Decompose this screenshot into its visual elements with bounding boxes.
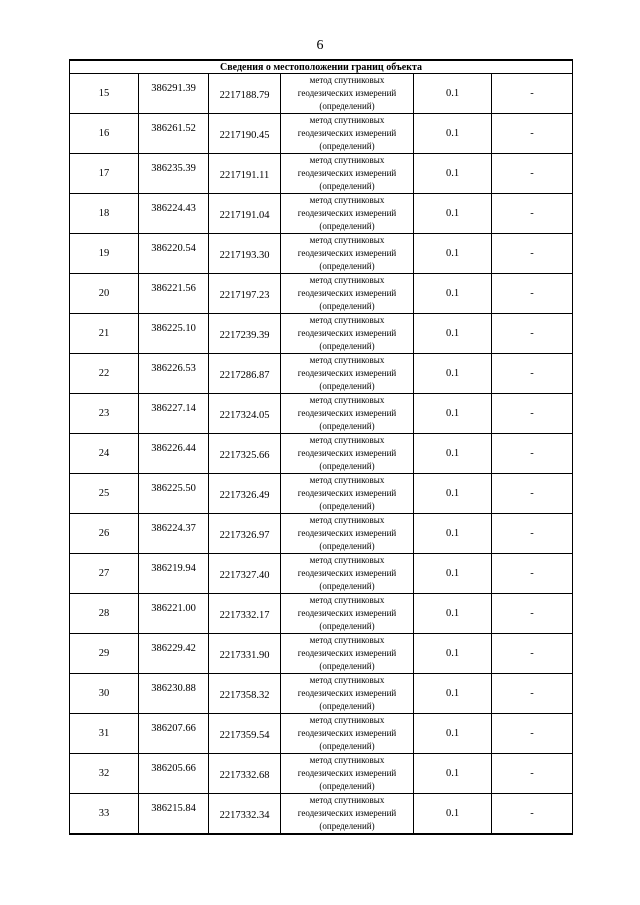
method-line: (определений)	[319, 341, 375, 351]
note-cell	[492, 434, 573, 474]
note-cell-value: -	[530, 768, 534, 779]
method-line: (определений)	[319, 821, 375, 831]
accuracy-cell	[414, 434, 492, 474]
y-coordinate-cell	[209, 514, 281, 554]
accuracy-cell	[414, 714, 492, 754]
note-cell-value: -	[530, 608, 534, 619]
x-coordinate-cell-value: 386226.44	[151, 443, 196, 454]
x-coordinate-cell-value: 386225.10	[151, 323, 196, 334]
x-coordinate-cell	[139, 514, 209, 554]
accuracy-cell-value: 0.1	[445, 408, 460, 419]
point-number-cell	[70, 74, 139, 114]
x-coordinate-cell	[139, 714, 209, 754]
method-line: геодезических измерений	[297, 648, 397, 658]
y-coordinate-cell	[209, 394, 281, 434]
y-coordinate-cell-value: 2217332.68	[219, 770, 270, 781]
table-row	[70, 794, 573, 835]
method-line: метод спутниковых	[309, 755, 385, 765]
point-number-cell-value: 29	[98, 648, 110, 659]
accuracy-cell-value: 0.1	[445, 808, 460, 819]
accuracy-cell	[414, 474, 492, 514]
method-line: метод спутниковых	[309, 75, 385, 85]
table-title-row	[70, 60, 573, 74]
accuracy-cell	[414, 794, 492, 835]
y-coordinate-cell	[209, 554, 281, 594]
table-row	[70, 314, 573, 354]
method-line: метод спутниковых	[309, 395, 385, 405]
method-line: геодезических измерений	[297, 88, 397, 98]
method-cell	[281, 314, 414, 354]
point-number-cell-value: 30	[98, 688, 110, 699]
point-number-cell-value: 20	[98, 288, 110, 299]
method-line: геодезических измерений	[297, 488, 397, 498]
method-cell	[281, 674, 414, 714]
point-number-cell	[70, 154, 139, 194]
method-line: (определений)	[319, 101, 375, 111]
x-coordinate-cell-value: 386225.50	[151, 483, 196, 494]
x-coordinate-cell-value: 386221.00	[151, 603, 196, 614]
accuracy-cell	[414, 594, 492, 634]
y-coordinate-cell-value: 2217332.17	[219, 610, 270, 621]
method-cell	[281, 554, 414, 594]
method-line: (определений)	[319, 621, 375, 631]
note-cell-value: -	[530, 168, 534, 179]
point-number-cell	[70, 114, 139, 154]
note-cell-value: -	[530, 288, 534, 299]
y-coordinate-cell-value: 2217326.97	[219, 530, 270, 541]
method-line: геодезических измерений	[297, 288, 397, 298]
x-coordinate-cell	[139, 354, 209, 394]
accuracy-cell-value: 0.1	[445, 728, 460, 739]
method-line: геодезических измерений	[297, 728, 397, 738]
note-cell-value: -	[530, 208, 534, 219]
point-number-cell	[70, 474, 139, 514]
point-number-cell	[70, 274, 139, 314]
note-cell	[492, 194, 573, 234]
note-cell	[492, 794, 573, 835]
note-cell	[492, 114, 573, 154]
note-cell-value: -	[530, 488, 534, 499]
note-cell-value: -	[530, 728, 534, 739]
y-coordinate-cell-value: 2217358.32	[219, 690, 270, 701]
y-coordinate-cell-value: 2217188.79	[219, 90, 270, 101]
table-row	[70, 474, 573, 514]
method-cell	[281, 234, 414, 274]
method-line: (определений)	[319, 701, 375, 711]
note-cell	[492, 554, 573, 594]
accuracy-cell-value: 0.1	[445, 368, 460, 379]
accuracy-cell-value: 0.1	[445, 768, 460, 779]
x-coordinate-cell-value: 386220.54	[151, 243, 196, 254]
y-coordinate-cell-value: 2217359.54	[219, 730, 270, 741]
note-cell-value: -	[530, 368, 534, 379]
point-number-cell-value: 32	[98, 768, 110, 779]
y-coordinate-cell	[209, 74, 281, 114]
point-number-cell-value: 31	[98, 728, 110, 739]
note-cell-value: -	[530, 808, 534, 819]
x-coordinate-cell-value: 386226.53	[151, 363, 196, 374]
method-line: метод спутниковых	[309, 115, 385, 125]
table-row	[70, 274, 573, 314]
x-coordinate-cell	[139, 794, 209, 835]
method-line: (определений)	[319, 421, 375, 431]
method-line: метод спутниковых	[309, 235, 385, 245]
y-coordinate-cell	[209, 594, 281, 634]
method-line: метод спутниковых	[309, 355, 385, 365]
table-row	[70, 554, 573, 594]
x-coordinate-cell	[139, 434, 209, 474]
point-number-cell-value: 18	[98, 208, 110, 219]
point-number-cell-value: 19	[98, 248, 110, 259]
method-line: метод спутниковых	[309, 795, 385, 805]
note-cell	[492, 474, 573, 514]
accuracy-cell	[414, 74, 492, 114]
point-number-cell	[70, 194, 139, 234]
method-line: (определений)	[319, 181, 375, 191]
accuracy-cell	[414, 194, 492, 234]
x-coordinate-cell	[139, 74, 209, 114]
accuracy-cell-value: 0.1	[445, 488, 460, 499]
table-row	[70, 434, 573, 474]
point-number-cell	[70, 434, 139, 474]
table-row	[70, 114, 573, 154]
method-cell	[281, 434, 414, 474]
method-line: (определений)	[319, 461, 375, 471]
method-line: (определений)	[319, 261, 375, 271]
y-coordinate-cell-value: 2217286.87	[219, 370, 270, 381]
y-coordinate-cell-value: 2217197.23	[219, 290, 270, 301]
method-line: (определений)	[319, 581, 375, 591]
method-line: геодезических измерений	[297, 568, 397, 578]
method-line: метод спутниковых	[309, 675, 385, 685]
accuracy-cell	[414, 674, 492, 714]
method-line: (определений)	[319, 741, 375, 751]
x-coordinate-cell-value: 386207.66	[151, 723, 196, 734]
method-line: геодезических измерений	[297, 408, 397, 418]
y-coordinate-cell-value: 2217324.05	[219, 410, 270, 421]
y-coordinate-cell-value: 2217239.39	[219, 330, 270, 341]
table-row	[70, 634, 573, 674]
accuracy-cell	[414, 394, 492, 434]
note-cell-value: -	[530, 88, 534, 99]
method-line: метод спутниковых	[309, 515, 385, 525]
x-coordinate-cell	[139, 554, 209, 594]
method-line: (определений)	[319, 301, 375, 311]
method-cell	[281, 194, 414, 234]
point-number-cell-value: 26	[98, 528, 110, 539]
method-line: метод спутниковых	[309, 195, 385, 205]
y-coordinate-cell-value: 2217327.40	[219, 570, 270, 581]
x-coordinate-cell	[139, 674, 209, 714]
accuracy-cell	[414, 314, 492, 354]
y-coordinate-cell	[209, 714, 281, 754]
y-coordinate-cell-value: 2217332.34	[219, 810, 270, 821]
y-coordinate-cell	[209, 474, 281, 514]
method-cell	[281, 74, 414, 114]
table-row	[70, 514, 573, 554]
y-coordinate-cell	[209, 674, 281, 714]
accuracy-cell	[414, 354, 492, 394]
x-coordinate-cell-value: 386230.88	[151, 683, 196, 694]
method-cell	[281, 594, 414, 634]
table-title: Сведения о местоположении границ объекта	[70, 60, 573, 74]
method-cell	[281, 354, 414, 394]
accuracy-cell	[414, 274, 492, 314]
note-cell-value: -	[530, 448, 534, 459]
note-cell	[492, 754, 573, 794]
x-coordinate-cell-value: 386221.56	[151, 283, 196, 294]
point-number-cell-value: 28	[98, 608, 110, 619]
method-line: метод спутниковых	[309, 715, 385, 725]
x-coordinate-cell-value: 386205.66	[151, 763, 196, 774]
x-coordinate-cell	[139, 114, 209, 154]
method-line: геодезических измерений	[297, 248, 397, 258]
y-coordinate-cell	[209, 434, 281, 474]
note-cell-value: -	[530, 248, 534, 259]
note-cell-value: -	[530, 528, 534, 539]
y-coordinate-cell	[209, 274, 281, 314]
y-coordinate-cell-value: 2217191.11	[219, 170, 270, 181]
method-line: геодезических измерений	[297, 328, 397, 338]
accuracy-cell-value: 0.1	[445, 648, 460, 659]
point-number-cell	[70, 234, 139, 274]
accuracy-cell	[414, 114, 492, 154]
method-line: метод спутниковых	[309, 595, 385, 605]
point-number-cell-value: 27	[98, 568, 110, 579]
method-line: геодезических измерений	[297, 768, 397, 778]
method-line: (определений)	[319, 141, 375, 151]
method-line: геодезических измерений	[297, 808, 397, 818]
accuracy-cell-value: 0.1	[445, 608, 460, 619]
note-cell-value: -	[530, 648, 534, 659]
method-line: метод спутниковых	[309, 435, 385, 445]
y-coordinate-cell-value: 2217331.90	[219, 650, 270, 661]
note-cell-value: -	[530, 568, 534, 579]
table-row	[70, 394, 573, 434]
point-number-cell	[70, 554, 139, 594]
accuracy-cell	[414, 234, 492, 274]
y-coordinate-cell	[209, 634, 281, 674]
point-number-cell	[70, 314, 139, 354]
point-number-cell	[70, 354, 139, 394]
method-line: метод спутниковых	[309, 315, 385, 325]
accuracy-cell	[414, 754, 492, 794]
method-cell	[281, 514, 414, 554]
accuracy-cell	[414, 514, 492, 554]
y-coordinate-cell	[209, 314, 281, 354]
accuracy-cell	[414, 154, 492, 194]
method-line: (определений)	[319, 781, 375, 791]
accuracy-cell-value: 0.1	[445, 328, 460, 339]
table-row	[70, 594, 573, 634]
table-row	[70, 234, 573, 274]
x-coordinate-cell	[139, 194, 209, 234]
method-line: метод спутниковых	[309, 635, 385, 645]
point-number-cell-value: 33	[98, 808, 110, 819]
point-number-cell-value: 15	[98, 88, 110, 99]
y-coordinate-cell	[209, 794, 281, 835]
x-coordinate-cell	[139, 394, 209, 434]
method-line: геодезических измерений	[297, 368, 397, 378]
x-coordinate-cell	[139, 594, 209, 634]
y-coordinate-cell-value: 2217190.45	[219, 130, 270, 141]
accuracy-cell-value: 0.1	[445, 568, 460, 579]
method-cell	[281, 714, 414, 754]
y-coordinate-cell	[209, 754, 281, 794]
y-coordinate-cell-value: 2217326.49	[219, 490, 270, 501]
note-cell	[492, 234, 573, 274]
method-line: метод спутниковых	[309, 475, 385, 485]
accuracy-cell-value: 0.1	[445, 448, 460, 459]
x-coordinate-cell	[139, 234, 209, 274]
x-coordinate-cell-value: 386224.43	[151, 203, 196, 214]
point-number-cell	[70, 754, 139, 794]
note-cell	[492, 74, 573, 114]
point-number-cell-value: 17	[98, 168, 110, 179]
y-coordinate-cell	[209, 354, 281, 394]
table-row	[70, 674, 573, 714]
note-cell-value: -	[530, 688, 534, 699]
point-number-cell	[70, 714, 139, 754]
method-line: (определений)	[319, 541, 375, 551]
x-coordinate-cell-value: 386215.84	[151, 803, 196, 814]
point-number-cell	[70, 794, 139, 835]
method-cell	[281, 154, 414, 194]
method-line: метод спутниковых	[309, 555, 385, 565]
method-line: (определений)	[319, 501, 375, 511]
note-cell	[492, 314, 573, 354]
note-cell-value: -	[530, 328, 534, 339]
method-cell	[281, 754, 414, 794]
point-number-cell	[70, 394, 139, 434]
x-coordinate-cell-value: 386261.52	[151, 123, 196, 134]
note-cell	[492, 634, 573, 674]
note-cell	[492, 714, 573, 754]
y-coordinate-cell-value: 2217193.30	[219, 250, 270, 261]
accuracy-cell-value: 0.1	[445, 248, 460, 259]
note-cell	[492, 394, 573, 434]
x-coordinate-cell-value: 386219.94	[151, 563, 196, 574]
y-coordinate-cell	[209, 194, 281, 234]
table-row	[70, 74, 573, 114]
method-line: геодезических измерений	[297, 128, 397, 138]
method-cell	[281, 474, 414, 514]
accuracy-cell	[414, 634, 492, 674]
note-cell	[492, 594, 573, 634]
table-row	[70, 754, 573, 794]
y-coordinate-cell-value: 2217325.66	[219, 450, 270, 461]
boundary-coordinates-table	[69, 59, 573, 835]
x-coordinate-cell	[139, 154, 209, 194]
note-cell	[492, 274, 573, 314]
accuracy-cell-value: 0.1	[445, 208, 460, 219]
accuracy-cell-value: 0.1	[445, 168, 460, 179]
note-cell	[492, 514, 573, 554]
x-coordinate-cell-value: 386291.39	[151, 83, 196, 94]
x-coordinate-cell	[139, 754, 209, 794]
accuracy-cell-value: 0.1	[445, 688, 460, 699]
x-coordinate-cell	[139, 274, 209, 314]
method-line: геодезических измерений	[297, 168, 397, 178]
point-number-cell	[70, 514, 139, 554]
point-number-cell-value: 21	[98, 328, 110, 339]
accuracy-cell	[414, 554, 492, 594]
x-coordinate-cell	[139, 474, 209, 514]
note-cell	[492, 154, 573, 194]
page-number: 6	[316, 38, 324, 53]
method-line: метод спутниковых	[309, 155, 385, 165]
point-number-cell	[70, 674, 139, 714]
point-number-cell	[70, 594, 139, 634]
y-coordinate-cell	[209, 114, 281, 154]
point-number-cell-value: 24	[98, 448, 110, 459]
point-number-cell-value: 16	[98, 128, 110, 139]
note-cell	[492, 354, 573, 394]
note-cell	[492, 674, 573, 714]
table-row	[70, 194, 573, 234]
method-line: геодезических измерений	[297, 608, 397, 618]
point-number-cell-value: 22	[98, 368, 110, 379]
point-number-cell-value: 25	[98, 488, 110, 499]
method-cell	[281, 394, 414, 434]
x-coordinate-cell-value: 386235.39	[151, 163, 196, 174]
method-cell	[281, 634, 414, 674]
y-coordinate-cell	[209, 154, 281, 194]
x-coordinate-cell	[139, 314, 209, 354]
method-line: (определений)	[319, 381, 375, 391]
method-cell	[281, 794, 414, 835]
accuracy-cell-value: 0.1	[445, 528, 460, 539]
method-line: геодезических измерений	[297, 208, 397, 218]
accuracy-cell-value: 0.1	[445, 128, 460, 139]
method-cell	[281, 114, 414, 154]
x-coordinate-cell-value: 386227.14	[151, 403, 196, 414]
method-line: геодезических измерений	[297, 688, 397, 698]
note-cell-value: -	[530, 408, 534, 419]
x-coordinate-cell-value: 386224.37	[151, 523, 196, 534]
table-row	[70, 714, 573, 754]
method-line: геодезических измерений	[297, 448, 397, 458]
method-cell	[281, 274, 414, 314]
x-coordinate-cell	[139, 634, 209, 674]
method-line: (определений)	[319, 661, 375, 671]
point-number-cell	[70, 634, 139, 674]
accuracy-cell-value: 0.1	[445, 288, 460, 299]
method-line: (определений)	[319, 221, 375, 231]
x-coordinate-cell-value: 386229.42	[151, 643, 196, 654]
method-line: метод спутниковых	[309, 275, 385, 285]
method-line: геодезических измерений	[297, 528, 397, 538]
accuracy-cell-value: 0.1	[445, 88, 460, 99]
y-coordinate-cell	[209, 234, 281, 274]
y-coordinate-cell-value: 2217191.04	[219, 210, 270, 221]
note-cell-value: -	[530, 128, 534, 139]
table-row	[70, 154, 573, 194]
table-row	[70, 354, 573, 394]
point-number-cell-value: 23	[98, 408, 110, 419]
